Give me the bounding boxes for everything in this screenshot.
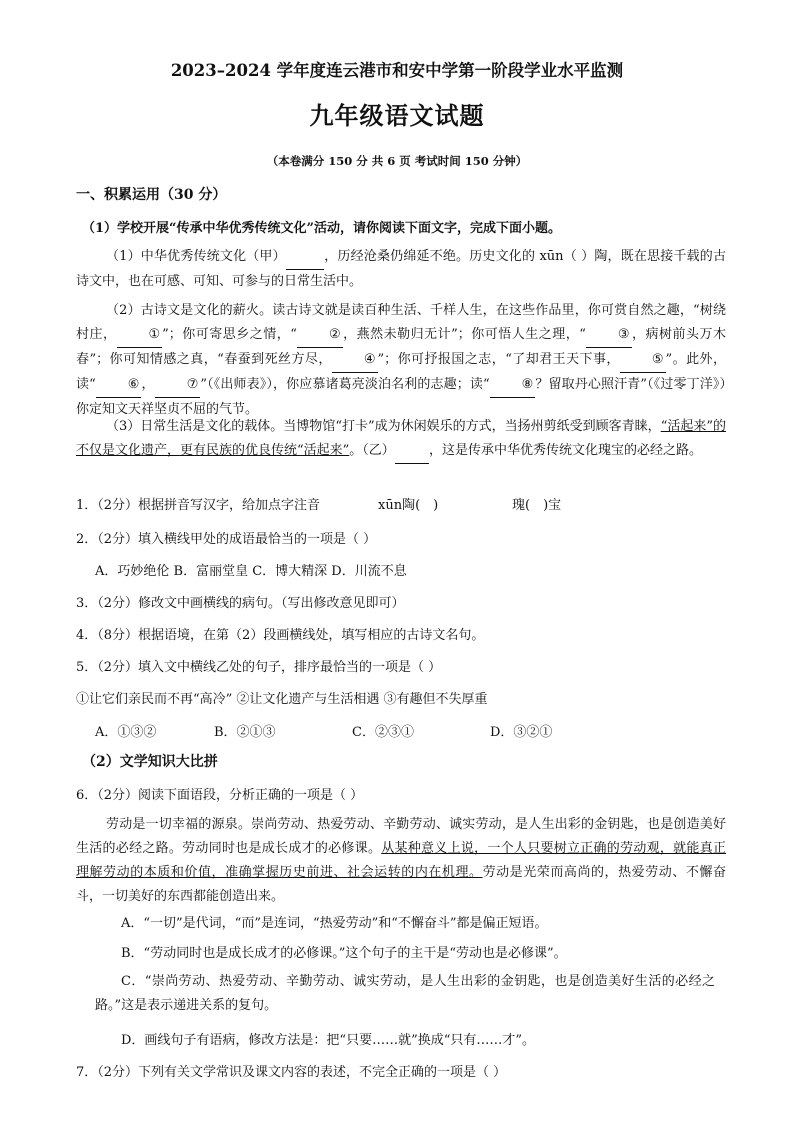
question-4: 4．（8分）根据语境，在第（2）段画横线处，填写相应的古诗文名句。 — [76, 628, 485, 643]
text-run: ”。此外，读“ — [76, 352, 726, 392]
text-run: （1）中华优秀传统文化（甲） — [106, 249, 286, 264]
exam-subtitle: （本卷满分 150 分 共 6 页 考试时间 150 分钟） — [266, 154, 528, 168]
text-run: ，历经沧桑仍绵延不绝。历史文化的 xūn（ ）陶，既在思接千载的古诗文中，也在可感、可知、可参与的日常生活中。 — [76, 249, 726, 289]
question-2-options: A．巧妙绝伦 B．富丽堂皇 C．博大精深 D．川流不息 — [95, 564, 407, 579]
text-run: 。（乙） — [349, 443, 395, 458]
part2-heading: （2）文学知识大比拼 — [82, 754, 218, 770]
blank-3: ③ — [586, 323, 632, 348]
text-run: ？留取丹心照汗青”（《过零丁洋》）你定知文天祥坚贞不屈的气节。 — [76, 377, 726, 417]
section-heading: 一、积累运用（30 分） — [76, 187, 227, 203]
paragraph-3 — [76, 415, 726, 464]
question-5-option-a: A．①③② — [95, 725, 157, 740]
blank-5: ⑤ — [620, 348, 666, 373]
exam-header: 2023–2024 学年度连云港市和安中学第一阶段学业水平监测 — [170, 61, 624, 80]
question-5: 5．（2分）填入文中横线乙处的句子，排序最恰当的一项是（ ） — [76, 660, 442, 675]
text-run: ”；你可抒报国之志，“了却君王天下事， — [377, 352, 620, 367]
text-run: ，这是传承中华优秀传统文化瑰宝的必经之路。 — [428, 443, 702, 458]
underlined-sick-sentence: “活起来”的不仅是文化遗产，更有民族的优良传统“活起来” — [76, 419, 726, 458]
page-title: 九年级语文试题 — [309, 101, 485, 130]
question-6: 6．（2分）阅读下面语段，分析正确的一项是（ ） — [76, 788, 364, 803]
question-5-option-b: B．②①③ — [214, 725, 276, 740]
text-run: （3）日常生活是文化的载体。当博物馆“打卡”成为休闲娱乐的方式，当扬州剪纸受到顾客青睐， — [106, 419, 661, 434]
text-run: 1．（2分）根据拼音写汉字，给加点字注音 — [76, 498, 321, 513]
question-5-items: ①让它们亲民而不再“高冷” ②让文化遗产与生活相遇 ③有趣但不失厚重 — [76, 692, 488, 707]
question-7: 7．（2分）下列有关文学常识及课文内容的表述，不完全正确的一项是（ ） — [76, 1065, 507, 1080]
text-run: ，病树前头万木春”；你可知情感之真，“春蚕到死丝方尽， — [76, 327, 726, 367]
question-6-passage — [76, 813, 726, 909]
question-6-option-b: B．“劳动同时也是成长成才的必修课。”这个句子的主干是“劳动也是必修课”。 — [121, 946, 567, 961]
question-1-item-a: xūn陶( ) — [378, 498, 439, 513]
paragraph-1 — [76, 245, 726, 294]
blank-jia — [286, 245, 324, 270]
question-5-option-c: C．②③① — [352, 725, 414, 740]
text-run: ，燕然未勒归无计”；你可悟人生之理，“ — [342, 327, 586, 342]
paragraph-2 — [76, 299, 726, 422]
blank-4: ④ — [332, 348, 378, 373]
question-5-option-d: D．③②① — [490, 725, 553, 740]
question-6-option-d: D．画线句子有语病，修改方法是：把“只要……就”换成“只有……才”。 — [121, 1033, 536, 1048]
text-run: ”；你可寄思乡之情，“ — [162, 327, 297, 342]
text-run: （2）古诗文是文化的薪火。读古诗文就是读百种生活、千样人生，在这些作品里，你可赏自然之趣，“树绕村庄， — [76, 303, 726, 342]
question-6-option-a: A．“一切”是代词，“而”是连词，“热爱劳动”和“不懈奋斗”都是偏正短语。 — [121, 916, 548, 931]
part1-heading: （1）学校开展“传承中华优秀传统文化”活动，请你阅读下面文字，完成下面小题。 — [82, 221, 562, 236]
blank-6: ⑥ — [96, 373, 142, 398]
blank-1: ① — [117, 323, 163, 348]
text-run: 劳动是光荣而高尚的，热爱劳动、不懈奋斗，一切美好的东西都能创造出来。 — [76, 865, 726, 904]
question-3: 3．（2分）修改文中画横线的病句。（写出修改意见即可） — [76, 596, 405, 611]
underlined-sentence: 从某种意义上说，一个人只要树立正确的劳动观，就能真正理解劳动的本质和价值，准确掌握历史前进、社会运转的内在机理。 — [76, 841, 726, 880]
blank-7: ⑦ — [155, 373, 201, 398]
blank-2: ② — [297, 323, 343, 348]
question-2: 2．（2分）填入横线甲处的成语最恰当的一项是（ ） — [76, 532, 377, 547]
blank-8: ⑧ — [490, 373, 536, 398]
question-1-item-b: 瑰( )宝 — [512, 498, 562, 513]
blank-yi — [395, 439, 429, 464]
text-run: ”（《出师表》），你应慕诸葛亮淡泊名利的志趣；读“ — [200, 377, 490, 392]
question-1 — [76, 494, 320, 513]
question-6-option-c: C．“崇尚劳动、热爱劳动、辛勤劳动、诚实劳动，是人生出彩的金钥匙，也是创造美好生活的必经之路。”这是表示递进关系的复句。 — [95, 974, 715, 1013]
text-run: 劳动是一切幸福的源泉。崇尚劳动、热爱劳动、辛勤劳动、诚实劳动，是人生出彩的金钥匙，也是创造美好生活的必经之路。劳动同时也是成长成才的必修课。 — [76, 817, 726, 856]
text-run: ， — [141, 377, 155, 392]
